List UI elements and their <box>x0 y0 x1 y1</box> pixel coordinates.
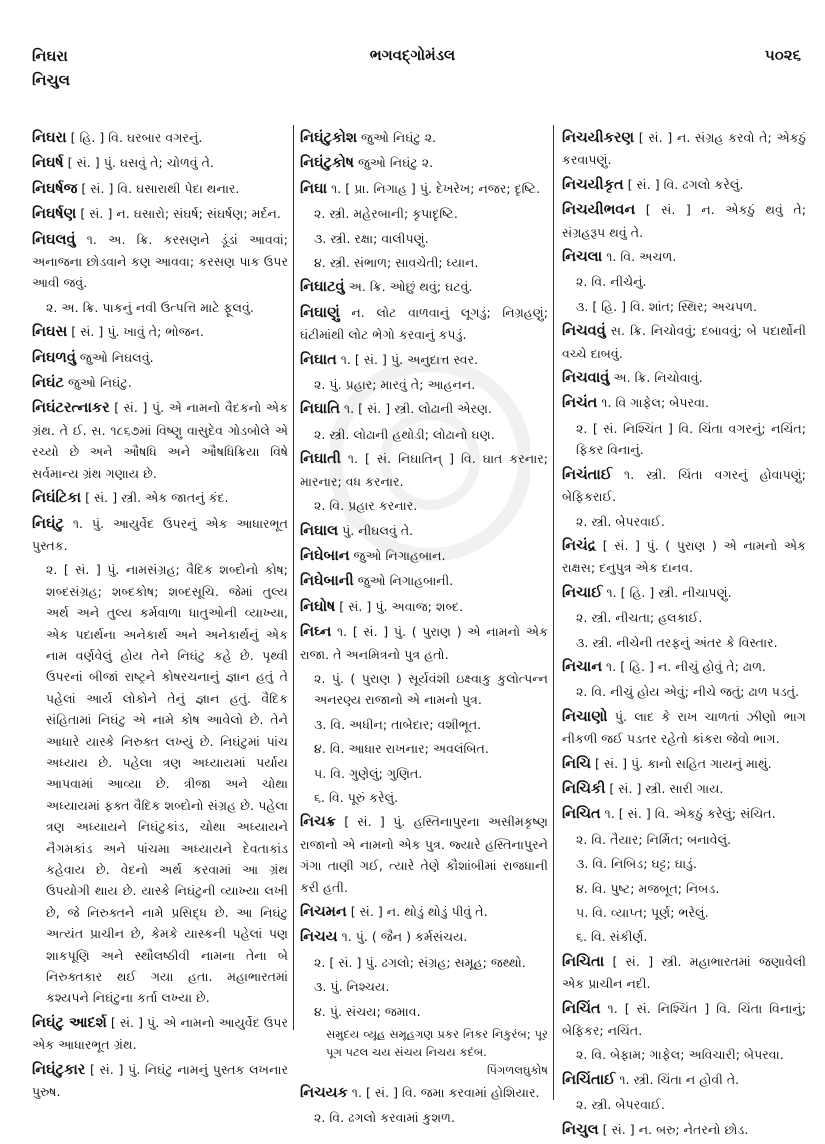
dictionary-entry <box>562 582 806 604</box>
headword: નિચયક <box>300 1085 348 1102</box>
definition-text: [ સં. ] સ્ત્રી. સારી ગાય. <box>605 780 724 796</box>
headword: નિચવવું <box>562 323 606 340</box>
headword: નિઘસ <box>32 324 68 341</box>
definition-text: ૨. સ્ત્રી. નીચતા; હલકાઈ. <box>576 610 703 626</box>
headword: નિઘંટિકા <box>32 490 82 507</box>
headword: નિઘેબાની <box>300 573 354 590</box>
entry-sense <box>300 668 548 711</box>
definition-text: ૧. [ હિ. ] ન. નીચું હોવું તે; ઢાળ. <box>602 658 767 674</box>
definition-text: ૨. વિ. ઢગલો કરવામાં કુશળ. <box>314 1110 455 1126</box>
dictionary-entry <box>300 811 548 898</box>
entry-sense <box>562 1044 806 1065</box>
definition-text: [ સં. ] પું. અવાજ; શબ્દ. <box>335 598 464 614</box>
dictionary-entry <box>300 302 548 346</box>
column-3 <box>562 127 806 1144</box>
definition-text: ૧. પું. ( જૈન ) કર્મસંચય. <box>337 929 468 945</box>
entry-sense <box>562 511 806 532</box>
definition-text: [ સં. ] સ્ત્રી. મહાભારતમાં જણાવેલી એક પ્રાચીન નદી. <box>562 953 806 992</box>
entry-sense <box>562 418 806 461</box>
definition-text: ૨. પું. પ્રહાર; મારવું તે; આહનન. <box>314 377 476 393</box>
headword: નિઘંટરત્નાકર <box>32 400 110 417</box>
guide-word-first: નિઘરા <box>32 47 68 65</box>
column-1 <box>32 127 288 1105</box>
dictionary-entry <box>562 535 806 579</box>
definition-text: ૨. વિ. તૈયાર; નિર્મિત; બનાવેલું. <box>576 831 732 847</box>
entry-sense <box>562 1094 806 1115</box>
guide-word-last: નિચુલ <box>32 71 70 89</box>
definition-text: [ સં. ] ન. ઘસારો; સંઘર્ષ; સંઘર્ષણ; મર્દન. <box>76 206 281 222</box>
definition-text: ૪. પું. સંચય; જમાવ. <box>314 1003 421 1019</box>
dictionary-entry <box>300 901 548 923</box>
definition-text: ૫. વિ. વ્યાપ્ત; પૂર્ણ; ભરેલું. <box>576 905 709 920</box>
definition-text: ૧. [ સં. ] પું. અનુદાત્ત સ્વર. <box>336 351 479 367</box>
headword: નિચક્ર <box>300 814 336 831</box>
definition-text: [ સં. ] પું. કાનો સહિત ગાયનું માથું. <box>590 755 772 771</box>
definition-text: ૧. [ સં. ] સ્ત્રી. લોઢાની એરણ. <box>340 401 493 417</box>
definition-text: ૨. વિ. પ્રહાર કરનાર. <box>314 498 418 514</box>
headword: નિચલા <box>562 249 603 266</box>
entry-sense <box>562 296 806 317</box>
definition-text: ૩. વિ. નિબિડ; ઘટ્ટ; ઘાડું. <box>576 856 697 872</box>
headword: નિઘેબાન <box>300 547 350 564</box>
headword: નિચાઈ <box>562 584 603 601</box>
definition-text: અ. ક્રિ. ઓછું થવું; ઘટવું. <box>344 279 473 295</box>
dictionary-entry <box>300 349 548 371</box>
dictionary-entry <box>32 513 288 557</box>
definition-text: પું. નીઘલવું તે. <box>338 522 414 538</box>
definition-text: [ હિ. ] વિ. ઘરબાર વગરનું. <box>66 130 203 145</box>
dictionary-entry <box>300 398 548 420</box>
dictionary-entry <box>300 152 548 174</box>
definition-text: ૨. [ સં. નિશ્ચિંત ] વિ. ચિંતા વગરનું; નચિંત; ફિકર વિનાનું. <box>576 420 806 458</box>
column-2 <box>300 127 548 1132</box>
definition-text: ૨. વિ. નીચું હોય એવું; નીચે જતું; ઢાળ પડતું. <box>576 684 800 700</box>
dictionary-entry <box>32 152 288 174</box>
dictionary-entry <box>300 127 548 149</box>
dictionary-entry <box>300 570 548 592</box>
column-divider <box>553 125 554 1100</box>
dictionary-entry <box>32 127 288 149</box>
headword: નિઘાતિ <box>300 401 340 418</box>
dictionary-entry <box>562 392 806 414</box>
dictionary-entry <box>562 367 806 389</box>
dictionary-entry <box>562 753 806 775</box>
definition-text: ૬. વિ. પૂરું કરેલું. <box>314 789 399 805</box>
definition-text: ૨. [ સં. ] પું. ઢગલો; સંગ્રહ; સમૂહ; જથ્થો. <box>314 954 526 970</box>
entry-sense <box>562 681 806 702</box>
definition-text: ૨. સ્ત્રી. બેપરવાઈ. <box>576 1097 665 1113</box>
headword: નિઘરા <box>32 130 67 146</box>
definition-text: જુઓ નિઘંટુ ૨. <box>357 130 437 145</box>
definition-text: [ સં. ] ન. થોડું થોડું પીવું તે. <box>346 904 488 919</box>
definition-text: જુઓ નિઘંટુ. <box>64 375 132 391</box>
dictionary-entry <box>562 951 806 995</box>
definition-text: ૧. [ સં. ] વિ. જમા કરવામાં હોશિયાર. <box>347 1085 540 1101</box>
definition-text: ૨. સ્ત્રી. મહેરબાની; કૃપાદૃષ્ટિ. <box>314 206 458 222</box>
definition-text: [ સં. ] પું. ઘસવું તે; ચોળવું તે. <box>63 155 214 171</box>
definition-text: [ સં. ] ન. એકઠું થવું તે; સંગ્રહરૂપ થવું તે. <box>562 202 806 240</box>
headword: નિઘંટ <box>32 375 64 392</box>
dictionary-entry <box>300 520 548 542</box>
definition-text: જુઓ નિગાહબાની. <box>353 573 454 589</box>
definition-text: ૩. પું. નિશ્ચય. <box>314 979 390 995</box>
definition-text: ૨. અ. ક્રિ. પાકનું નવી ઉત્પત્તિ માટે ફૂલવું. <box>46 299 254 315</box>
definition-text: [ સં. ] વિ. ઘસારાથી પેદા થનાર. <box>77 180 240 196</box>
entry-sense <box>562 607 806 628</box>
headword: નિચિત <box>562 806 601 823</box>
entry-sense <box>562 926 806 947</box>
headword: નિચિંતાઈ <box>562 1071 616 1088</box>
dictionary-entry <box>300 621 548 665</box>
headword: નિઘ્ન <box>300 624 332 641</box>
definition-text: જુઓ નિઘંટુ ૨. <box>353 155 434 171</box>
dictionary-entry <box>32 372 288 394</box>
headword: નિચંતાઈ <box>562 466 613 483</box>
headword: નિચમન <box>300 904 347 920</box>
definition-text: [ સં. ] પું. નિઘંટુ નામનું પુસ્તક લખનાર પુરુષ. <box>32 1061 288 1100</box>
entry-sense <box>32 559 288 1009</box>
dictionary-entry <box>300 926 548 948</box>
headword: નિઘંટુ <box>32 515 64 532</box>
entry-sense <box>300 252 548 273</box>
definition-text: ૩. સ્ત્રી. રક્ષા; વાલીપણું. <box>314 230 429 246</box>
headword: નિચયીભવન <box>562 202 636 219</box>
definition-text: ૩. સ્ત્રી. નીચેની તરફનું અંતર કે વિસ્તાર. <box>576 634 778 650</box>
definition-text: ૩. વિ. અધીન; તાબેદાર; વશીભૂત. <box>314 716 482 732</box>
dictionary-entry <box>32 229 288 294</box>
dictionary-entry <box>300 596 548 618</box>
headword: નિઘર્ષ <box>32 155 64 172</box>
dictionary-entry <box>562 778 806 800</box>
entry-sense <box>300 1001 548 1022</box>
entry-sense <box>32 297 288 318</box>
definition-text: ૪. વિ. પુષ્ટ; મજબૂત; નિબડ. <box>576 880 720 896</box>
headword: નિચંદ્ર <box>562 537 597 554</box>
definition-text: ૧. વિ. અચળ. <box>602 249 677 265</box>
definition-text: ૧. [ પ્રા. નિગાહ ] પું. દેખરેખ; નજર; દૃષ્ટિ. <box>327 180 541 196</box>
definition-text: ૧. [ હિ. ] સ્ત્રી. નીચાપણું. <box>602 584 732 600</box>
dictionary-entry <box>32 347 288 369</box>
entry-sense <box>300 495 548 516</box>
dictionary-title: ભગવદ્ગોમંડલ <box>369 46 456 64</box>
headword: નિચાન <box>562 658 603 675</box>
definition-text: ૨. વિ. બેફામ; ગાફેલ; અવિચારી; બેપરવા. <box>576 1047 784 1063</box>
headword: નિચયીકરણ <box>562 130 635 146</box>
definition-text: ૧. [ સં. નિશ્ચિંત ] વિ. ચિંતા વિનાનું; બેફિકર; નચિંત. <box>562 1000 806 1039</box>
headword: નિઘાતી <box>300 451 341 468</box>
headword: નિચિ <box>562 755 591 772</box>
headword: નિચિતા <box>562 953 605 970</box>
definition-text: જુઓ નિગાહબાન. <box>349 547 446 563</box>
headword: નિઘાટવું <box>300 279 345 296</box>
definition-text: ૨. [ સં. ] પું. નામસંગ્રહ; વૈદિક શબ્દોનો કોષ; શબ્દસંગ્રહ; શબ્દકોષ; શબ્દસૂચિ. જેમાં તુલ્ય અર્થ અને તુલ્ય કર્મવાળા ધાતુઓની વ્યાખ્યા, એક પદાર્થના અનેકાર્થ અને અનેકાર્થનું એક નામ વર્ણવેલું હોય તેને નિઘંટુ કહે છે. પૃથ્વી ઉપરનાં બીજાં રાષ્ટ્રને કોષરચનાનું જ્ઞાન હતું તે પહેલાં આર્ય લોકોને તેનું જ્ઞાન હતું. વૈદિક સંહિતામાં નિઘંટુ એ નામે કોષ આવેલો છે. તેને આધારે યાસ્કે નિરુક્ત લખ્યું છે. નિઘંટુમાં પાંચ અધ્યાય છે. પહેલા ત્રણ અધ્યાયમાં પર્યાય આપવામાં આવ્યા છે. ત્રીજા અને ચોથા અધ્યાયમાં ફક્ત વૈદિક શબ્દોનો સંગ્રહ છે. પહેલા ત્રણ અધ્યાયને નિઘંટુકાંડ, ચોથા અધ્યાયને નૈગમકાંડ અને પાંચમા અધ્યાયને દેવતાકાંડ કહેવાય છે. વેદનો અર્થ કરવામાં આ ગ્રંથ ઉપયોગી થાય છે. યાસ્કે નિઘંટુની વ્યાખ્યા લખી છે, જે નિરુક્તને નામે પ્રસિદ્ધ છે. આ નિઘંટુ અત્યંત પ્રાચીન છે, કેમકે યાસ્કની પહેલાં પણ શાકપૂણિ અને સ્થૌલષ્ઠીવી નામના તેના બે નિરુક્તકાર થઈ ગયા હતા. મહાભારતમાં કશ્યપને નિઘંટુના કર્તા લખ્યા છે. <box>46 562 288 1006</box>
entry-sense <box>562 902 806 923</box>
headword: નિઘા <box>300 180 328 197</box>
definition-text: ૨. પું. ( પુરાણ ) સૂર્યવંશી ઇક્ષ્વાકુ કુલોત્પન્ન અનરણ્ય રાજાનો એ નામનો પુત્ર. <box>314 670 548 708</box>
dictionary-entry <box>300 178 548 200</box>
headword: નિચયીકૃત <box>562 176 624 193</box>
headword: નિઘલવું <box>32 231 76 248</box>
headword: નિઘંટુકોષ <box>300 155 354 172</box>
headword: નિચિંત <box>562 1000 601 1017</box>
entry-sense <box>300 374 548 395</box>
dictionary-entry <box>562 246 806 268</box>
definition-text: [ સં. ] પું. ( પુરાણ ) એ નામનો એક રાક્ષસ; દનુપુત્ર એક દાનવ. <box>562 537 806 576</box>
entry-sense <box>562 853 806 874</box>
dictionary-entry <box>300 1082 548 1104</box>
dictionary-entry <box>562 320 806 364</box>
dictionary-entry <box>562 706 806 750</box>
quotation-verse <box>300 1025 548 1079</box>
dictionary-entry <box>562 464 806 508</box>
headword: નિચંત <box>562 395 598 412</box>
dictionary-entry <box>32 487 288 509</box>
headword: નિઘોષ <box>300 598 336 615</box>
definition-text: [ સં. ] પું. એ નામનો આયુર્વેદ ઉપર એક આધારભૂત ગ્રંથ. <box>32 1014 288 1053</box>
entry-sense <box>300 738 548 759</box>
verse-source: પિંગળલઘુકોષ <box>486 1063 548 1078</box>
entry-sense <box>562 271 806 292</box>
definition-text: ૧. સ્ત્રી. ચિંતા વગરનું હોવાપણું; બેફિકરાઈ. <box>562 466 806 505</box>
entry-sense <box>300 228 548 249</box>
headword: નિચવાવું <box>562 370 610 387</box>
dictionary-entry <box>32 203 288 225</box>
definition-text: ૧. [ સં. ] વિ. એકઠું કરેલું; સંચિત. <box>600 806 776 822</box>
entry-sense <box>300 1107 548 1128</box>
headword: નિઘાણું <box>300 304 340 321</box>
headword: નિઘર્ષજ <box>32 180 78 197</box>
entry-sense <box>300 952 548 973</box>
entry-sense <box>562 829 806 850</box>
definition-text: ૧. અ. ક્રિ. કરસણને ડૂંડાં આવવાં; અનાજના છોડવાને કણ આવવા; કરસણ પાક ઉપર આવી જવું. <box>32 231 288 291</box>
definition-text: જુઓ નિઘલવું. <box>75 349 154 365</box>
definition-text: ૬. વિ. સંકીર્ણ. <box>576 929 648 945</box>
definition-text: ૨. વિ. નીચેનું. <box>576 274 647 290</box>
definition-text: ૧. સ્ત્રી. ચિંતા ન હોવી તે. <box>615 1071 740 1087</box>
headword: નિઘાત <box>300 351 337 368</box>
dictionary-entry <box>32 1012 288 1056</box>
dictionary-entry <box>562 803 806 825</box>
dictionary-entry <box>562 174 806 196</box>
definition-text: [ સં. ] ન. સંગ્રહ કરવો તે; એકઠું કરવાપણું. <box>562 130 806 168</box>
definition-text: ૧. પું. આયુર્વેદ ઉપરનું એક આધારભૂત પુસ્તક. <box>32 515 288 553</box>
headword: નિઘાલ <box>300 522 339 539</box>
dictionary-entry <box>32 1059 288 1103</box>
column-divider <box>293 125 294 1030</box>
definition-text: ૫. વિ. ગુણેલું; ગુણિત. <box>314 765 423 781</box>
definition-text: ૩. [ હિ. ] વિ. શાંત; સ્થિર; અચપળ. <box>576 298 757 314</box>
dictionary-entry <box>300 448 548 492</box>
definition-text: [ સં. ] ન. બરુ; નેતરનો છોડ. <box>598 1121 749 1137</box>
dictionary-entry <box>300 545 548 567</box>
dictionary-entry <box>562 1119 806 1141</box>
definition-text: ૨. સ્ત્રી. લોઢાની હથોડી; લોઢાનો ઘણ. <box>314 426 495 442</box>
entry-sense <box>300 424 548 445</box>
definition-text: [ સં. ] સ્ત્રી. એક જાતનું કંદ. <box>81 490 229 506</box>
dictionary-entry <box>562 656 806 678</box>
definition-text: [ સં. ] પું. હસ્તિનાપુરના અસીમકૃષ્ણ રાજાનો એ નામનો એક પુત્ર. જ્યારે હસ્તિનાપુરને ગંગા તાણી ગઈ, ત્યારે તેણે કૌશાંબીમાં રાજધાની કરી હતી. <box>300 814 548 895</box>
definition-text: ૧. વિ ગાફેલ; બેપરવા. <box>597 395 709 411</box>
headword: નિઘંટુ આદર્શ <box>32 1014 107 1031</box>
verse-text: સમુદય વ્યૂહ સમૂહગણ પ્રકર નિકર નિકુરંબ; પૂર પૂગ પટલ ચય સંચય નિચય કદંબ. <box>326 1027 548 1060</box>
headword: નિઘંટુકાર <box>32 1061 86 1078</box>
definition-text: સ. ક્રિ. નિચોવવું; દબાવવું; બે પદાર્થોની વચ્ચે દાબવું. <box>562 323 806 361</box>
entry-sense <box>300 787 548 808</box>
headword: નિચુલ <box>562 1121 599 1138</box>
definition-text: ૧. [ સં. ] પું. ( પુરાણ ) એ નામનો એક રાજા. તે અનમિત્રનો પુત્ર હતો. <box>300 624 548 662</box>
dictionary-entry <box>562 199 806 243</box>
headword: નિઘંટુકોશ <box>300 130 358 146</box>
entry-sense <box>300 203 548 224</box>
definition-text: [ સં. ] પું. એ નામનો વૈદકનો એક ગ્રંથ. તે ઈ. સ. ૧૮૬૭માં વિષ્ણુ વાસુદેવ ગોડબોલે એ રચ્યો છે અને ઔષધિ અને ઔષધિક્રિયા વિષે સર્વમાન્ય ગ્રંથ ગણાય છે. <box>32 400 288 481</box>
entry-sense <box>562 632 806 653</box>
dictionary-entry <box>300 276 548 298</box>
dictionary-entry <box>32 397 288 484</box>
definition-text: ન. લોટ વાળવાનું લૂગડું; નિગ્રહણું; ઘંટીમાંથી લોટ ભેગો કરવાનું કપડું. <box>300 304 548 343</box>
definition-text: [ સં. ] વિ. ઢગલો કરેલું. <box>623 176 744 192</box>
dictionary-entry <box>562 1069 806 1091</box>
entry-sense <box>300 763 548 784</box>
dictionary-entry <box>562 127 806 171</box>
definition-text: ૧. [ સં. નિઘાતિન્ ] વિ. ઘાત કરનાર; મારનાર; વધ કરનાર. <box>300 451 548 489</box>
headword: નિચાણો <box>562 708 608 725</box>
definition-text: ૪. વિ. આધાર રાખનાર; અવલંબિત. <box>314 741 489 757</box>
page-number: ૫૦૨૬ <box>764 46 801 64</box>
dictionary-entry <box>32 178 288 200</box>
dictionary-entry <box>32 321 288 343</box>
headword: નિચિકી <box>562 780 606 797</box>
dictionary-entry <box>562 998 806 1042</box>
headword: નિઘર્ષણ <box>32 206 77 223</box>
entry-sense <box>300 714 548 735</box>
entry-sense <box>300 976 548 997</box>
definition-text: અ. ક્રિ. નિચોવાવું. <box>609 370 703 386</box>
entry-sense <box>562 878 806 899</box>
definition-text: ૪. સ્ત્રી. સંભાળ; સાવચેતી; ધ્યાન. <box>314 255 479 271</box>
definition-text: પું. લાદ કે રાખ ચાળતાં ઝીણો ભાગ નીકળી જઈ પડતર રહેતો કાંકરા જેવો ભાગ. <box>562 708 806 747</box>
definition-text: ૨. સ્ત્રી. બેપરવાઈ. <box>576 513 665 529</box>
definition-text: [ સં. ] પું. ખાવું તે; ભોજન. <box>67 324 204 340</box>
headword: નિઘળવું <box>32 349 76 366</box>
headword: નિચય <box>300 929 338 946</box>
